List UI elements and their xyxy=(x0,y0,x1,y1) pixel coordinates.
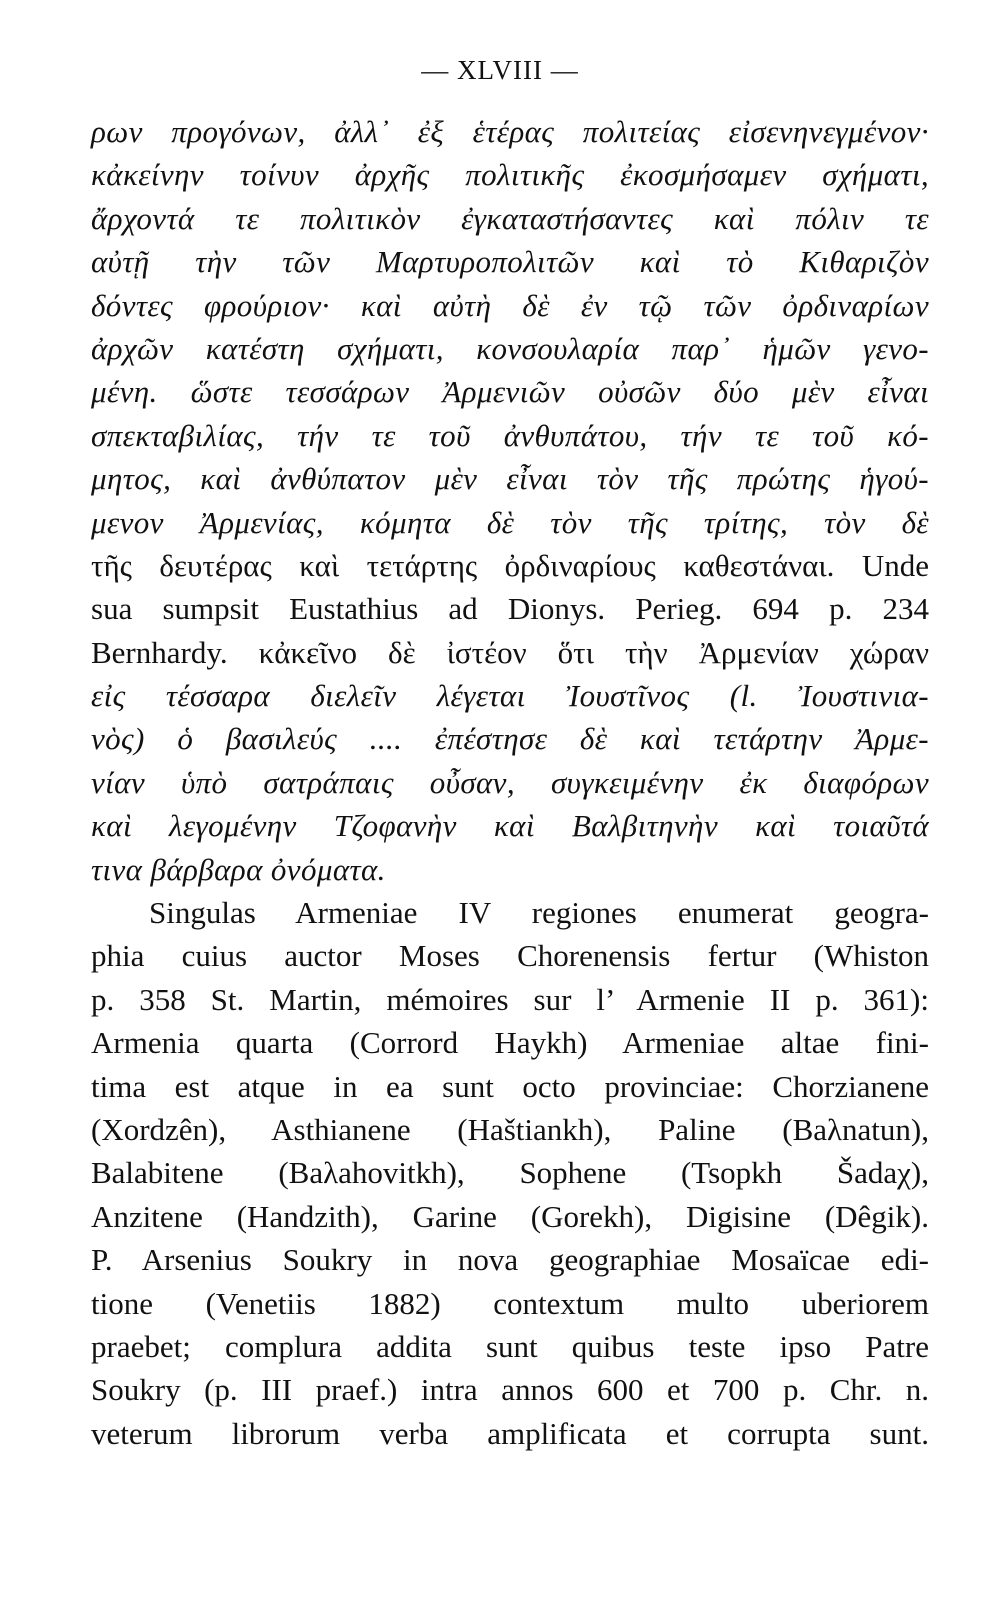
text-line: αὐτῇ τὴν τῶν Μαρτυροπολιτῶν καὶ τὸ Κιθαριζὸν xyxy=(91,244,929,280)
text-line: ἀρχῶν κατέστη σχήματι, κονσουλαρία παρ᾽ ἡμῶν γενο- xyxy=(91,330,929,366)
text-line: νὸς) ὁ βασιλεύς .... ἐπέστησε δὲ καὶ τετάρτην Ἀρμε- xyxy=(91,721,929,757)
text-line: μένη. ὥστε τεσσάρων Ἀρμενιῶν οὐσῶν δύο μὲν εἶναι xyxy=(91,374,929,410)
text-line: tione (Venetiis 1882) contextum multo uberiorem xyxy=(91,1285,929,1321)
text-line: ἄρχοντά τε πολιτικὸν ἐγκαταστήσαντες καὶ πόλιν τε xyxy=(91,200,929,236)
text-line: τῆς δευτέρας καὶ τετάρτης ὀρδιναρίους καθεστάναι. Unde xyxy=(91,547,929,583)
text-line: phia cuius auctor Moses Chorenensis fertur (Whiston xyxy=(91,938,929,974)
text-line: Balabitene (Baλahovitkh), Sophene (Tsopkh Šadaχ), xyxy=(91,1155,929,1191)
text-line: (Xordzên), Asthianene (Haštiankh), Paline (Baλnatun), xyxy=(91,1111,929,1147)
text-line: tima est atque in ea sunt octo provinciae: Chorzianene xyxy=(91,1068,929,1104)
text-line: εἰς τέσσαρα διελεῖν λέγεται Ἰουστῖνος (l. Ἰουστινια- xyxy=(91,678,929,714)
text-line: Soukry (p. III praef.) intra annos 600 et 700 p. Chr. n. xyxy=(91,1372,929,1408)
text-line: p. 358 St. Martin, mémoires sur l’ Armenie II p. 361): xyxy=(91,981,929,1017)
text-line: δόντες φρούριον· καὶ αὐτὴ δὲ ἐν τῷ τῶν ὀρδιναρίων xyxy=(91,287,929,323)
body-text xyxy=(91,110,929,1455)
text-line: κἀκείνην τοίνυν ἀρχῆς πολιτικῆς ἐκοσμήσαμεν σχήματι, xyxy=(91,157,929,193)
text-line: Anzitene (Handzith), Garine (Gorekh), Digisine (Dêgik). xyxy=(91,1198,929,1234)
text-line: μητος, καὶ ἀνθύπατον μὲν εἶναι τὸν τῆς πρώτης ἡγού- xyxy=(91,461,929,497)
text-line: νίαν ὑπὸ σατράπαις οὖσαν, συγκειμένην ἐκ διαφόρων xyxy=(91,764,929,800)
text-line: sua sumpsit Eustathius ad Dionys. Perieg. 694 p. 234 xyxy=(91,591,929,627)
text-line: P. Arsenius Soukry in nova geographiae Mosaïcae edi- xyxy=(91,1242,929,1278)
text-line: veterum librorum verba amplificata et corrupta sunt. xyxy=(91,1415,929,1451)
page-number-header: — XLVIII — xyxy=(421,55,579,85)
paragraph-start-line: Singulas Armeniae IV regiones enumerat geogra- xyxy=(149,895,929,931)
text-line: Bernhardy. κἀκεῖνο δὲ ἰστέον ὅτι τὴν Ἀρμενίαν χώραν xyxy=(91,634,929,670)
text-line: καὶ λεγομένην Τζοφανὴν καὶ Βαλβιτηνὴν καὶ τοιαῦτά xyxy=(91,808,929,844)
text-line: τινα βάρβαρα ὀνόματα. xyxy=(91,851,386,887)
text-line: Armenia quarta (Corrord Haykh) Armeniae altae fini- xyxy=(91,1025,929,1061)
text-line: μενον Ἀρμενίας, κόμητα δὲ τὸν τῆς τρίτης, τὸν δὲ xyxy=(91,504,929,540)
text-line: σπεκταβιλίας, τήν τε τοῦ ἀνθυπάτου, τήν τε τοῦ κό- xyxy=(91,417,929,453)
text-line: ρων προγόνων, ἀλλ᾽ ἐξ ἑτέρας πολιτείας εἰσενηνεγμένον· xyxy=(91,114,929,149)
text-line: praebet; complura addita sunt quibus teste ipso Patre xyxy=(91,1328,929,1364)
